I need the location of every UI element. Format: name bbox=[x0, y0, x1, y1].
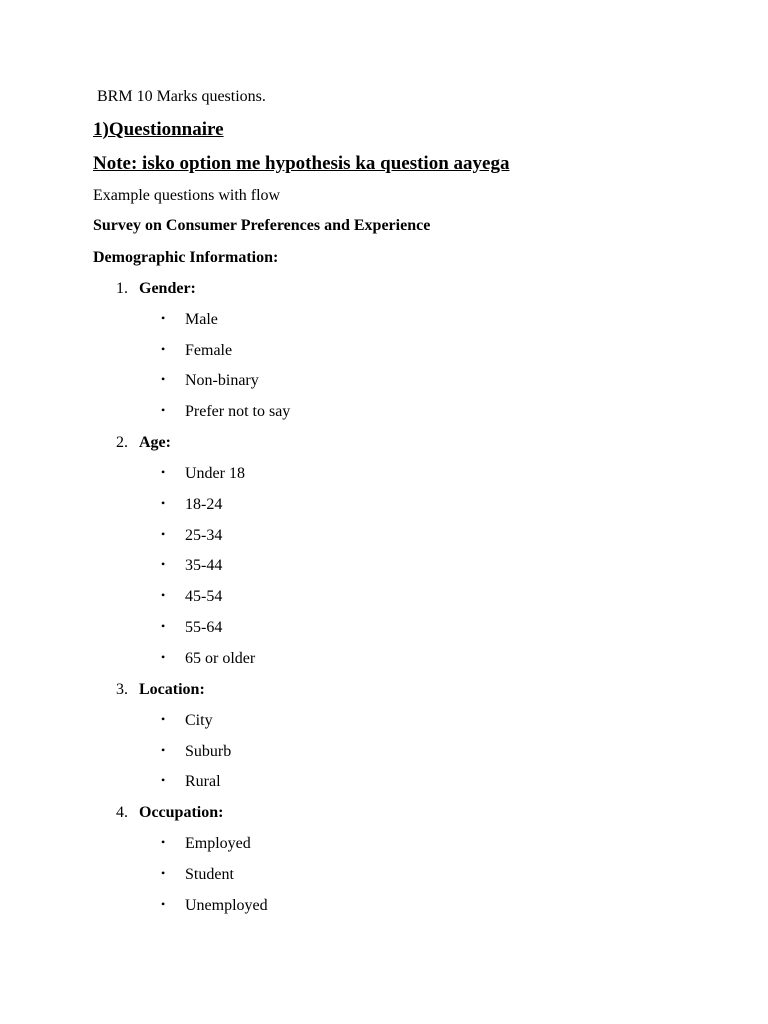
question-number: 1. bbox=[116, 280, 128, 297]
list-item bbox=[161, 404, 290, 420]
option-label: Rural bbox=[185, 773, 221, 790]
question-label: Gender: bbox=[139, 280, 196, 297]
note-heading: Note: isko option me hypothesis ka question aayega bbox=[93, 153, 510, 174]
list-item bbox=[161, 589, 222, 605]
list-item bbox=[161, 867, 234, 883]
question-gender bbox=[116, 281, 196, 297]
list-item bbox=[161, 651, 255, 667]
bullet-icon: • bbox=[161, 743, 166, 757]
intro-text: Example questions with flow bbox=[93, 187, 281, 204]
list-item bbox=[161, 558, 222, 574]
option-label: Male bbox=[185, 311, 218, 328]
bullet-icon: • bbox=[161, 650, 166, 664]
list-item bbox=[161, 528, 222, 544]
bullet-icon: • bbox=[161, 866, 166, 880]
question-label: Location: bbox=[139, 681, 205, 698]
question-location bbox=[116, 682, 205, 698]
list-item bbox=[161, 373, 259, 389]
section-title: 1)Questionnaire bbox=[93, 119, 224, 140]
bullet-icon: • bbox=[161, 897, 166, 911]
bullet-icon: • bbox=[161, 712, 166, 726]
option-label: Prefer not to say bbox=[185, 403, 291, 420]
list-item bbox=[161, 312, 218, 328]
question-number: 2. bbox=[116, 434, 128, 451]
question-occupation bbox=[116, 805, 223, 821]
option-label: 65 or older bbox=[185, 650, 256, 667]
list-item bbox=[161, 744, 231, 760]
bullet-icon: • bbox=[161, 835, 166, 849]
question-number: 4. bbox=[116, 804, 128, 821]
bullet-icon: • bbox=[161, 342, 166, 356]
list-item bbox=[161, 620, 222, 636]
bullet-icon: • bbox=[161, 527, 166, 541]
question-label: Occupation: bbox=[139, 804, 224, 821]
bullet-icon: • bbox=[161, 557, 166, 571]
bullet-icon: • bbox=[161, 496, 166, 510]
demographic-heading: Demographic Information: bbox=[93, 249, 279, 266]
question-number: 3. bbox=[116, 681, 128, 698]
bullet-icon: • bbox=[161, 465, 166, 479]
survey-title: Survey on Consumer Preferences and Experience bbox=[93, 217, 431, 234]
option-label: Under 18 bbox=[185, 465, 245, 482]
option-label: 55-64 bbox=[185, 619, 223, 636]
question-age bbox=[116, 435, 171, 451]
option-label: Unemployed bbox=[185, 897, 268, 914]
list-item bbox=[161, 343, 232, 359]
bullet-icon: • bbox=[161, 619, 166, 633]
list-item bbox=[161, 713, 213, 729]
option-label: 35-44 bbox=[185, 557, 223, 574]
option-label: Employed bbox=[185, 835, 251, 852]
option-label: Female bbox=[185, 342, 233, 359]
bullet-icon: • bbox=[161, 311, 166, 325]
option-label: 45-54 bbox=[185, 588, 223, 605]
bullet-icon: • bbox=[161, 403, 166, 417]
option-label: Student bbox=[185, 866, 234, 883]
list-item bbox=[161, 466, 245, 482]
list-item bbox=[161, 836, 251, 852]
list-item bbox=[161, 774, 221, 790]
option-label: 18-24 bbox=[185, 496, 223, 513]
list-item bbox=[161, 497, 222, 513]
question-label: Age: bbox=[139, 434, 171, 451]
bullet-icon: • bbox=[161, 372, 166, 386]
option-label: City bbox=[185, 712, 213, 729]
document-header: BRM 10 Marks questions. bbox=[97, 88, 266, 105]
bullet-icon: • bbox=[161, 773, 166, 787]
bullet-icon: • bbox=[161, 588, 166, 602]
list-item bbox=[161, 898, 268, 914]
option-label: Suburb bbox=[185, 743, 232, 760]
option-label: Non-binary bbox=[185, 372, 259, 389]
option-label: 25-34 bbox=[185, 527, 223, 544]
